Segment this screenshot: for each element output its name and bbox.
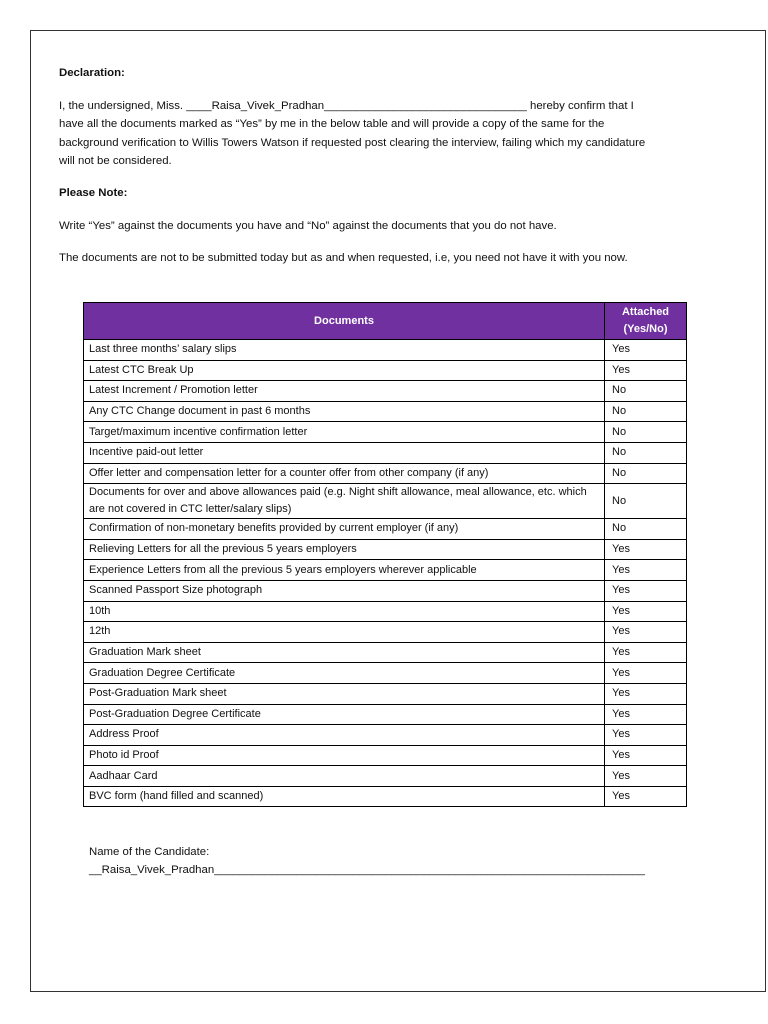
attached-value: Yes (605, 683, 687, 704)
document-name: Last three months’ salary slips (84, 340, 605, 361)
attached-value: Yes (605, 360, 687, 381)
document-name: Relieving Letters for all the previous 5 years employers (84, 539, 605, 560)
attached-value: Yes (605, 622, 687, 643)
documents-table (83, 302, 687, 807)
attached-value: No (605, 442, 687, 463)
table-row (84, 539, 687, 560)
document-name: Confirmation of non-monetary benefits provided by current employer (if any) (84, 519, 605, 540)
table-row (84, 463, 687, 484)
table-header-row (84, 303, 687, 340)
candidate-name-section (89, 843, 645, 879)
attached-value: No (605, 463, 687, 484)
document-name: Offer letter and compensation letter for a counter offer from other company (if any) (84, 463, 605, 484)
declaration-section (59, 64, 655, 281)
document-name: Target/maximum incentive confirmation letter (84, 422, 605, 443)
header-documents: Documents (84, 303, 605, 340)
document-name: Any CTC Change document in past 6 months (84, 401, 605, 422)
attached-value: No (605, 401, 687, 422)
attached-value: No (605, 381, 687, 402)
document-name: Post-Graduation Degree Certificate (84, 704, 605, 725)
attached-value: No (605, 519, 687, 540)
document-name: BVC form (hand filled and scanned) (84, 786, 605, 807)
document-name: 10th (84, 601, 605, 622)
table-row (84, 725, 687, 746)
document-name: Address Proof (84, 725, 605, 746)
attached-value: No (605, 422, 687, 443)
document-name: Incentive paid-out letter (84, 442, 605, 463)
table-row (84, 381, 687, 402)
table-row (84, 360, 687, 381)
declaration-text: I, the undersigned, Miss. ____Raisa_Vivek_Pradhan________________________________ hereby confirm that I have all the documents marked as “Yes” by me in the below table and will provide a copy of the same for the background verification to Willis Towers Watson if requested post clearing the interview, failing which my candidature will not be considered. (59, 100, 646, 167)
table-row (84, 560, 687, 581)
table-row (84, 484, 687, 519)
table-row (84, 683, 687, 704)
note-heading: Please Note: (59, 187, 128, 200)
attached-value: Yes (605, 704, 687, 725)
attached-value: Yes (605, 340, 687, 361)
attached-value: Yes (605, 786, 687, 807)
attached-value: Yes (605, 601, 687, 622)
attached-value: Yes (605, 725, 687, 746)
table-row (84, 442, 687, 463)
document-name: Experience Letters from all the previous 5 years employers wherever applicable (84, 560, 605, 581)
attached-value: No (605, 484, 687, 519)
note-line-1: Write “Yes” against the documents you have and “No” against the documents that you do not have. (59, 220, 557, 233)
table-row (84, 745, 687, 766)
table-row (84, 340, 687, 361)
header-attached (605, 303, 687, 340)
header-attached-line2: (Yes/No) (623, 323, 668, 335)
document-name: Graduation Degree Certificate (84, 663, 605, 684)
table-row (84, 704, 687, 725)
attached-value: Yes (605, 560, 687, 581)
document-name: Latest CTC Break Up (84, 360, 605, 381)
table-row (84, 519, 687, 540)
table-row (84, 766, 687, 787)
attached-value: Yes (605, 580, 687, 601)
document-name: Graduation Mark sheet (84, 642, 605, 663)
document-name: 12th (84, 622, 605, 643)
attached-value: Yes (605, 745, 687, 766)
document-name: Aadhaar Card (84, 766, 605, 787)
attached-value: Yes (605, 642, 687, 663)
document-name: Latest Increment / Promotion letter (84, 381, 605, 402)
document-name: Scanned Passport Size photograph (84, 580, 605, 601)
table-row (84, 422, 687, 443)
document-name: Photo id Proof (84, 745, 605, 766)
document-name: Documents for over and above allowances paid (e.g. Night shift allowance, meal allowance, etc. which are not covered in CTC letter/salary slips) (84, 484, 605, 519)
table-row (84, 401, 687, 422)
candidate-name-line: __Raisa_Vivek_Pradhan____________________________________________________________________ (89, 864, 645, 876)
table-row (84, 601, 687, 622)
candidate-name-label: Name of the Candidate: (89, 846, 210, 858)
attached-value: Yes (605, 766, 687, 787)
attached-value: Yes (605, 539, 687, 560)
note-line-2: The documents are not to be submitted today but as and when requested, i.e, you need not have it with you now. (59, 252, 628, 265)
header-attached-line1: Attached (621, 306, 670, 318)
table-row (84, 642, 687, 663)
table-row (84, 622, 687, 643)
table-row (84, 580, 687, 601)
table-row (84, 786, 687, 807)
attached-value: Yes (605, 663, 687, 684)
table-row (84, 663, 687, 684)
declaration-heading: Declaration: (59, 67, 125, 79)
document-name: Post-Graduation Mark sheet (84, 683, 605, 704)
